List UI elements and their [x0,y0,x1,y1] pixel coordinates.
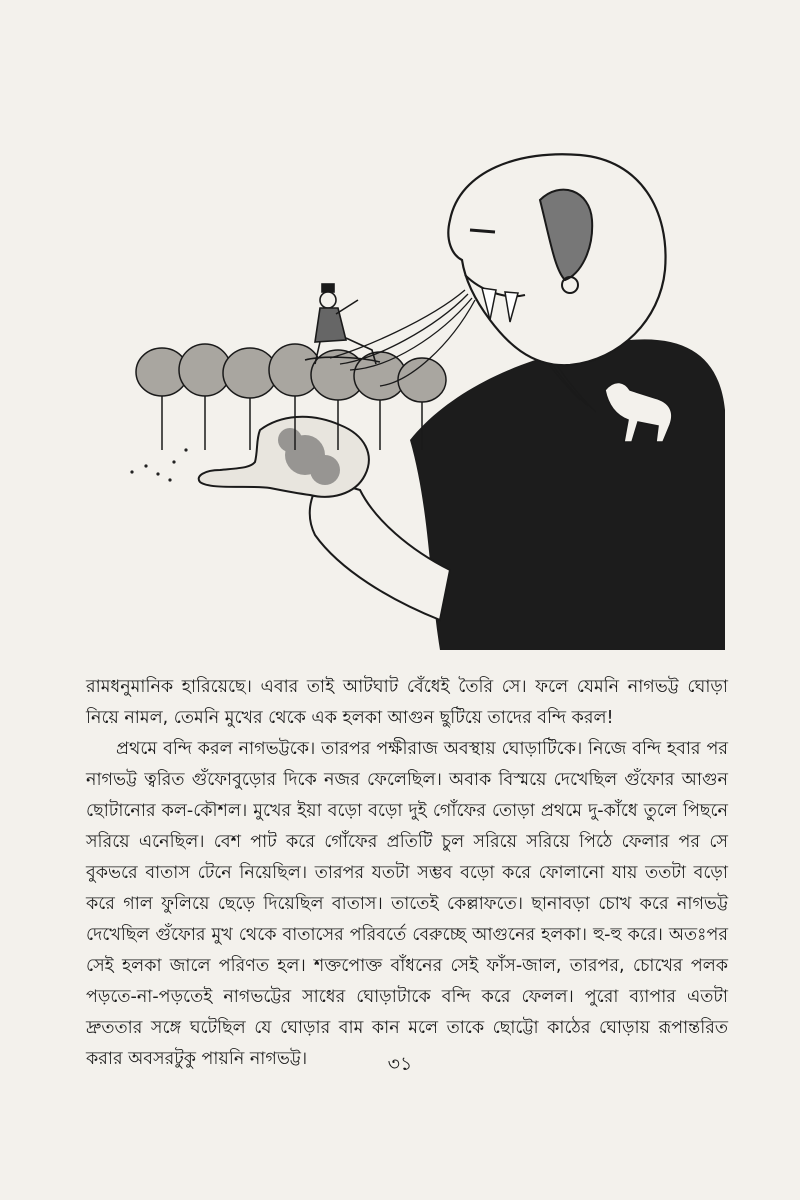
story-text [86,672,728,1075]
giant-hand [199,417,369,497]
spark-dots [130,448,187,481]
page-number: ৩১ [387,1053,413,1075]
paragraph-continued: রামধনুমানিক হারিয়েছে। এবার তাই আটঘাট বেঁধেই তৈরি সে। ফলে যেমনি নাগভট্ট ঘোড়া নিয়ে নামল, তেমনি মুখের থেকে এক হলকা আগুন ছুটিয়ে তাদের বন্দি করল! [86,677,728,728]
paragraph: প্রথমে বন্দি করল নাগভট্টকে। তারপর পক্ষীরাজ অবস্থায় ঘোড়াটিকে। নিজে বন্দি হবার পর নাগভট্ট ত্বরিত গুঁফোবুড়োর দিকে নজর ফেলেছিল। অবাক বিস্ময়ে দেখেছিল গুঁফোর আগুন ছোটানোর কল-কৌশল। মুখের ইয়া বড়ো বড়ো দুই গোঁফের তোড়া প্রথমে দু-কাঁধে তুলে পিছনে সরিয়ে এনেছিল। বেশ পাট করে গোঁফের প্রতিটি চুল সরিয়ে সরিয়ে পিঠে ফেলার পর সে বুকভরে বাতাস টেনে নিয়েছিল। তারপর যতটা সম্ভব বড়ো করে ফোলানো যায় ততটা বড়ো করে গাল ফুলিয়ে ছেড়ে দিয়েছিল বাতাস। তাতেই কেল্লাফতে। ছানাবড়া চোখ করে নাগভট্ট দেখেছিল গুঁফোর মুখ থেকে বাতাসের পরিবর্তে বেরুচ্ছে আগুনের হলকা। হু-হু করে। অতঃপর সেই হলকা জালে পরিণত হল। শক্তপোক্ত বাঁধনের সেই ফাঁস-জাল, তারপর, চোখের পলক পড়তে-না-পড়তেই নাগভট্টের সাধের ঘোড়াটাকে বন্দি করে ফেলল। পুরো ব্যাপার এতটা দ্রুততার সঙ্গে ঘটেছিল যে ঘোড়ার বাম কান মলে তাকে ছোট্টো কাঠের ঘোড়ায় রূপান্তরিত করার অবসরটুকু পায়নি নাগভট্ট। [86,739,728,1069]
giant-eye [470,230,495,232]
illustration-giant-with-mustache [110,150,730,660]
